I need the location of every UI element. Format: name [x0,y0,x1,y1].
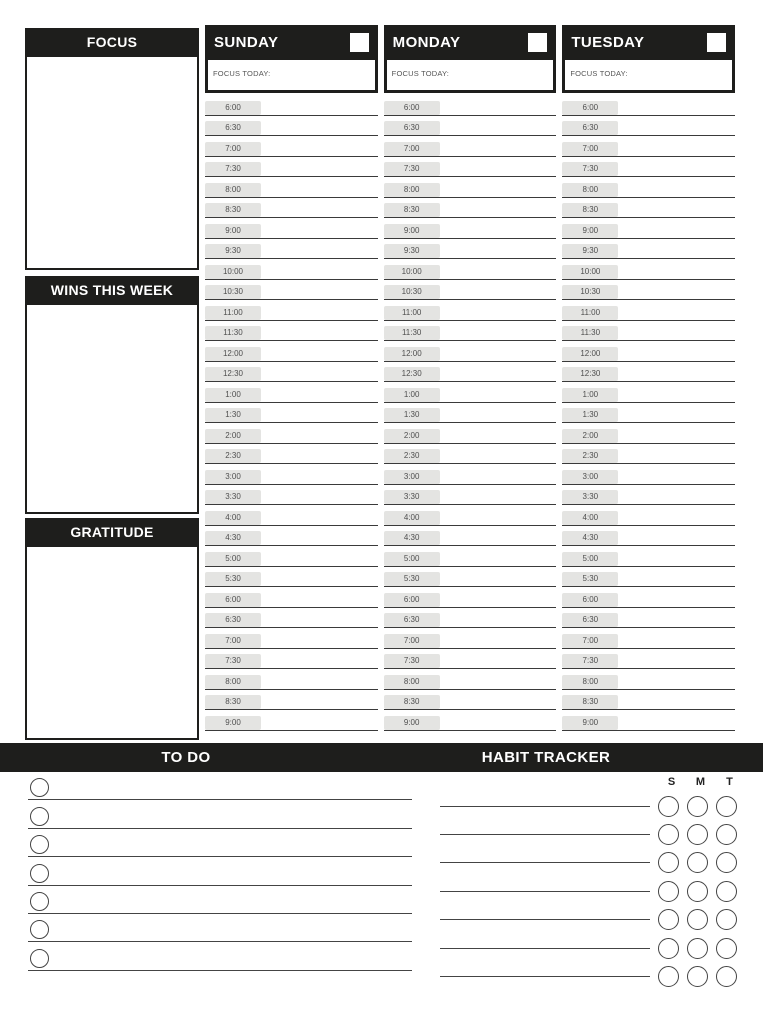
time-label: 8:30 [562,695,618,709]
time-label: 7:30 [205,654,261,668]
time-label: 5:30 [562,572,618,586]
time-label: 11:30 [205,326,261,340]
todo-checkbox-circle[interactable] [30,892,49,911]
time-slot-row[interactable] [205,259,378,280]
habit-check-sunday[interactable] [658,966,679,987]
time-label: 9:30 [205,244,261,258]
time-slot-row[interactable] [384,546,557,567]
habit-check-sunday[interactable] [658,852,679,873]
time-slots [205,95,378,731]
time-slot-row[interactable] [384,403,557,424]
time-slot-row[interactable] [384,177,557,198]
time-label: 6:30 [384,121,440,135]
time-label: 11:00 [562,306,618,320]
time-slot-row[interactable] [562,649,735,670]
time-slot-row[interactable] [562,567,735,588]
time-label: 6:00 [562,101,618,115]
day-header [205,25,378,60]
time-label: 5:00 [384,552,440,566]
time-label: 6:00 [205,593,261,607]
time-label: 7:00 [205,142,261,156]
habit-check-monday[interactable] [687,881,708,902]
time-label: 8:30 [205,203,261,217]
time-slot-row[interactable] [384,239,557,260]
time-slot-row[interactable] [205,526,378,547]
time-label: 2:00 [562,429,618,443]
time-slot-row[interactable] [205,444,378,465]
time-slot-row[interactable] [562,526,735,547]
time-slot-row[interactable] [562,218,735,239]
time-slot-row[interactable] [205,505,378,526]
habit-day-initial: M [695,776,706,788]
day-complete-checkbox[interactable] [528,33,547,52]
time-slot-row[interactable] [205,669,378,690]
habit-rows [440,792,740,991]
time-label: 8:00 [562,183,618,197]
day-column [562,25,735,740]
habit-check-tuesday[interactable] [716,881,737,902]
time-label: 9:30 [384,244,440,258]
time-slot-row[interactable] [205,587,378,608]
time-slot-row[interactable] [384,444,557,465]
habit-check-sunday[interactable] [658,796,679,817]
time-label: 11:00 [205,306,261,320]
time-label: 4:00 [562,511,618,525]
day-header [384,25,557,60]
time-label: 10:00 [562,265,618,279]
time-label: 12:00 [205,347,261,361]
time-slot-row[interactable] [384,567,557,588]
habit-row[interactable] [440,906,740,934]
time-label: 3:30 [205,490,261,504]
time-label: 1:00 [562,388,618,402]
time-slot-row[interactable] [562,403,735,424]
focus-today-box[interactable] [562,60,735,93]
time-slot-row[interactable] [384,157,557,178]
habit-writing-line [440,891,650,892]
time-slot-row[interactable] [562,485,735,506]
habit-check-sunday[interactable] [658,938,679,959]
time-slot-row[interactable] [205,341,378,362]
time-label: 3:00 [384,470,440,484]
focus-today-box[interactable] [205,60,378,93]
time-slots [562,95,735,731]
time-slot-row[interactable] [205,300,378,321]
day-name: MONDAY [392,34,461,51]
time-slot-row[interactable] [205,157,378,178]
time-slot-row[interactable] [562,587,735,608]
time-label: 6:30 [384,613,440,627]
time-label: 4:00 [205,511,261,525]
time-label: 4:30 [562,531,618,545]
time-slot-row[interactable] [205,136,378,157]
time-slot-row[interactable] [384,321,557,342]
time-slot-row[interactable] [384,382,557,403]
habit-check-monday[interactable] [687,909,708,930]
time-label: 6:00 [562,593,618,607]
time-label: 7:30 [384,162,440,176]
todo-row[interactable] [28,942,412,970]
time-slot-row[interactable] [562,341,735,362]
time-slot-row[interactable] [205,628,378,649]
time-label: 11:30 [384,326,440,340]
focus-section-title: FOCUS [25,28,199,57]
time-slot-row[interactable] [205,649,378,670]
bottom-section-bar [0,743,763,772]
time-label: 2:30 [205,449,261,463]
day-name: TUESDAY [571,34,645,51]
habit-check-sunday[interactable] [658,881,679,902]
time-label: 9:00 [562,224,618,238]
habit-row[interactable] [440,962,740,990]
time-slot-row[interactable] [205,423,378,444]
time-slot-row[interactable] [205,567,378,588]
time-slot-row[interactable] [562,423,735,444]
time-slot-row[interactable] [384,505,557,526]
time-slot-row[interactable] [205,608,378,629]
habit-row[interactable] [440,934,740,962]
time-slot-row[interactable] [384,198,557,219]
day-column [384,25,557,740]
gratitude-section-title: GRATITUDE [25,518,199,547]
time-label: 7:00 [384,142,440,156]
todo-checkbox-circle[interactable] [30,778,49,797]
time-label: 1:30 [205,408,261,422]
time-label: 10:30 [205,285,261,299]
sidebar [25,28,199,740]
time-label: 1:30 [384,408,440,422]
habit-day-initial: S [667,776,676,788]
focus-today-box[interactable] [384,60,557,93]
time-label: 8:30 [384,203,440,217]
time-slot-row[interactable] [562,690,735,711]
time-label: 8:30 [384,695,440,709]
time-label: 3:30 [384,490,440,504]
time-label: 4:30 [384,531,440,545]
day-complete-checkbox[interactable] [707,33,726,52]
time-slot-row[interactable] [562,505,735,526]
time-slot-row[interactable] [562,157,735,178]
time-label: 11:00 [384,306,440,320]
time-label: 2:30 [384,449,440,463]
time-slot-row[interactable] [562,239,735,260]
habit-tracker [440,772,740,991]
todo-row[interactable] [28,886,412,914]
todo-row[interactable] [28,914,412,942]
time-slot-row[interactable] [384,587,557,608]
time-slot-row[interactable] [384,464,557,485]
time-label: 8:30 [205,695,261,709]
time-slot-row[interactable] [384,218,557,239]
time-label: 3:00 [205,470,261,484]
time-slot-row[interactable] [562,116,735,137]
time-slot-row[interactable] [562,669,735,690]
time-label: 10:30 [562,285,618,299]
time-label: 9:00 [205,716,261,730]
time-label: 10:30 [384,285,440,299]
time-slot-row[interactable] [384,710,557,731]
habit-check-tuesday[interactable] [716,852,737,873]
time-label: 6:30 [205,121,261,135]
time-slot-row[interactable] [205,321,378,342]
time-slot-row[interactable] [562,628,735,649]
time-label: 5:00 [205,552,261,566]
day-complete-checkbox[interactable] [350,33,369,52]
wins-notes-area[interactable] [25,305,199,514]
habit-check-sunday[interactable] [658,909,679,930]
time-slot-row[interactable] [562,321,735,342]
time-slot-row[interactable] [205,690,378,711]
day-name: SUNDAY [214,34,279,51]
time-label: 12:30 [205,367,261,381]
todo-row[interactable] [28,829,412,857]
time-slot-row[interactable] [384,608,557,629]
time-slot-row[interactable] [384,259,557,280]
planner-top-area [25,25,735,740]
time-label: 1:00 [205,388,261,402]
todo-list [28,772,412,971]
time-slot-row[interactable] [384,526,557,547]
day-columns [205,25,735,740]
time-slot-row[interactable] [562,280,735,301]
time-slot-row[interactable] [384,690,557,711]
wins-section-title: WINS THIS WEEK [25,276,199,305]
habit-row[interactable] [440,849,740,877]
habit-tracker-header: HABIT TRACKER [481,749,611,766]
habit-writing-line [440,834,650,835]
time-label: 12:00 [562,347,618,361]
time-label: 8:00 [384,675,440,689]
habit-day-initials-row [440,772,740,792]
todo-header: TO DO [161,749,211,766]
time-label: 6:00 [384,101,440,115]
habit-check-monday[interactable] [687,824,708,845]
time-label: 12:30 [562,367,618,381]
habit-check-monday[interactable] [687,938,708,959]
time-label: 7:00 [562,634,618,648]
todo-row[interactable] [28,800,412,828]
time-slot-row[interactable] [562,382,735,403]
time-label: 8:30 [562,203,618,217]
time-slot-row[interactable] [562,444,735,465]
time-label: 7:00 [205,634,261,648]
time-slot-row[interactable] [384,628,557,649]
time-slot-row[interactable] [205,546,378,567]
focus-today-label: FOCUS TODAY: [391,69,450,78]
time-label: 1:00 [384,388,440,402]
time-label: 7:30 [205,162,261,176]
bottom-content [0,772,763,1013]
habit-writing-line [440,919,650,920]
time-label: 9:00 [205,224,261,238]
todo-row[interactable] [28,772,412,800]
time-label: 7:00 [562,142,618,156]
time-slot-row[interactable] [205,382,378,403]
time-label: 6:30 [562,121,618,135]
day-column [205,25,378,740]
habit-check-sunday[interactable] [658,824,679,845]
time-label: 10:00 [205,265,261,279]
time-label: 8:00 [205,183,261,197]
habit-row[interactable] [440,792,740,820]
time-label: 6:30 [562,613,618,627]
time-label: 12:00 [384,347,440,361]
time-label: 5:30 [205,572,261,586]
time-slot-row[interactable] [562,95,735,116]
time-slot-row[interactable] [205,362,378,383]
time-slot-row[interactable] [205,95,378,116]
time-slot-row[interactable] [384,280,557,301]
time-slot-row[interactable] [205,280,378,301]
time-label: 9:00 [384,224,440,238]
day-header [562,25,735,60]
time-label: 11:30 [562,326,618,340]
time-label: 5:00 [562,552,618,566]
time-slot-row[interactable] [562,300,735,321]
habit-day-initial: T [726,776,733,788]
time-label: 2:00 [205,429,261,443]
habit-check-tuesday[interactable] [716,966,737,987]
time-label: 2:00 [384,429,440,443]
focus-today-label: FOCUS TODAY: [213,69,271,78]
time-slot-row[interactable] [384,485,557,506]
time-slot-row[interactable] [384,423,557,444]
time-slot-row[interactable] [205,710,378,731]
time-label: 7:30 [562,654,618,668]
habit-row[interactable] [440,820,740,848]
time-label: 4:30 [205,531,261,545]
gratitude-notes-area[interactable] [25,547,199,740]
time-slot-row[interactable] [384,136,557,157]
habit-check-tuesday[interactable] [716,909,737,930]
time-label: 12:30 [384,367,440,381]
time-slot-row[interactable] [384,116,557,137]
time-label: 6:00 [205,101,261,115]
habit-check-tuesday[interactable] [716,824,737,845]
habit-check-tuesday[interactable] [716,938,737,959]
time-label: 2:30 [562,449,618,463]
time-slot-row[interactable] [384,669,557,690]
time-label: 1:30 [562,408,618,422]
time-slot-row[interactable] [384,649,557,670]
time-label: 7:30 [562,162,618,176]
time-slot-row[interactable] [562,464,735,485]
habit-check-monday[interactable] [687,966,708,987]
time-slot-row[interactable] [205,218,378,239]
time-slot-row[interactable] [384,95,557,116]
focus-section [25,28,199,270]
time-label: 10:00 [384,265,440,279]
time-label: 3:00 [562,470,618,484]
time-slot-row[interactable] [562,546,735,567]
todo-checkbox-circle[interactable] [30,807,49,826]
time-label: 8:00 [384,183,440,197]
todo-checkbox-circle[interactable] [30,864,49,883]
time-slot-row[interactable] [205,239,378,260]
time-slot-row[interactable] [205,403,378,424]
time-label: 7:00 [384,634,440,648]
todo-checkbox-circle[interactable] [30,835,49,854]
time-slot-row[interactable] [384,341,557,362]
time-label: 7:30 [384,654,440,668]
time-label: 5:30 [384,572,440,586]
habit-writing-line [440,862,650,863]
time-slot-row[interactable] [205,464,378,485]
habit-check-monday[interactable] [687,852,708,873]
todo-checkbox-circle[interactable] [30,949,49,968]
time-label: 9:00 [562,716,618,730]
time-label: 6:30 [205,613,261,627]
time-label: 8:00 [205,675,261,689]
time-slot-row[interactable] [562,608,735,629]
gratitude-section [25,518,199,740]
todo-row[interactable] [28,857,412,885]
habit-check-tuesday[interactable] [716,796,737,817]
focus-notes-area[interactable] [25,57,199,270]
habit-writing-line [440,806,650,807]
time-slot-row[interactable] [384,300,557,321]
habit-writing-line [440,976,650,977]
time-slot-row[interactable] [562,136,735,157]
time-slot-row[interactable] [562,710,735,731]
time-slot-row[interactable] [205,485,378,506]
time-label: 9:30 [562,244,618,258]
habit-check-monday[interactable] [687,796,708,817]
todo-checkbox-circle[interactable] [30,920,49,939]
time-slot-row[interactable] [384,362,557,383]
time-slots [384,95,557,731]
time-slot-row[interactable] [562,198,735,219]
time-slot-row[interactable] [562,259,735,280]
time-slot-row[interactable] [562,362,735,383]
time-slot-row[interactable] [205,177,378,198]
habit-row[interactable] [440,877,740,905]
time-label: 3:30 [562,490,618,504]
time-label: 6:00 [384,593,440,607]
time-label: 4:00 [384,511,440,525]
time-label: 9:00 [384,716,440,730]
time-slot-row[interactable] [205,198,378,219]
focus-today-label: FOCUS TODAY: [570,69,628,78]
wins-section [25,276,199,514]
time-label: 8:00 [562,675,618,689]
habit-writing-line [440,948,650,949]
time-slot-row[interactable] [205,116,378,137]
time-slot-row[interactable] [562,177,735,198]
